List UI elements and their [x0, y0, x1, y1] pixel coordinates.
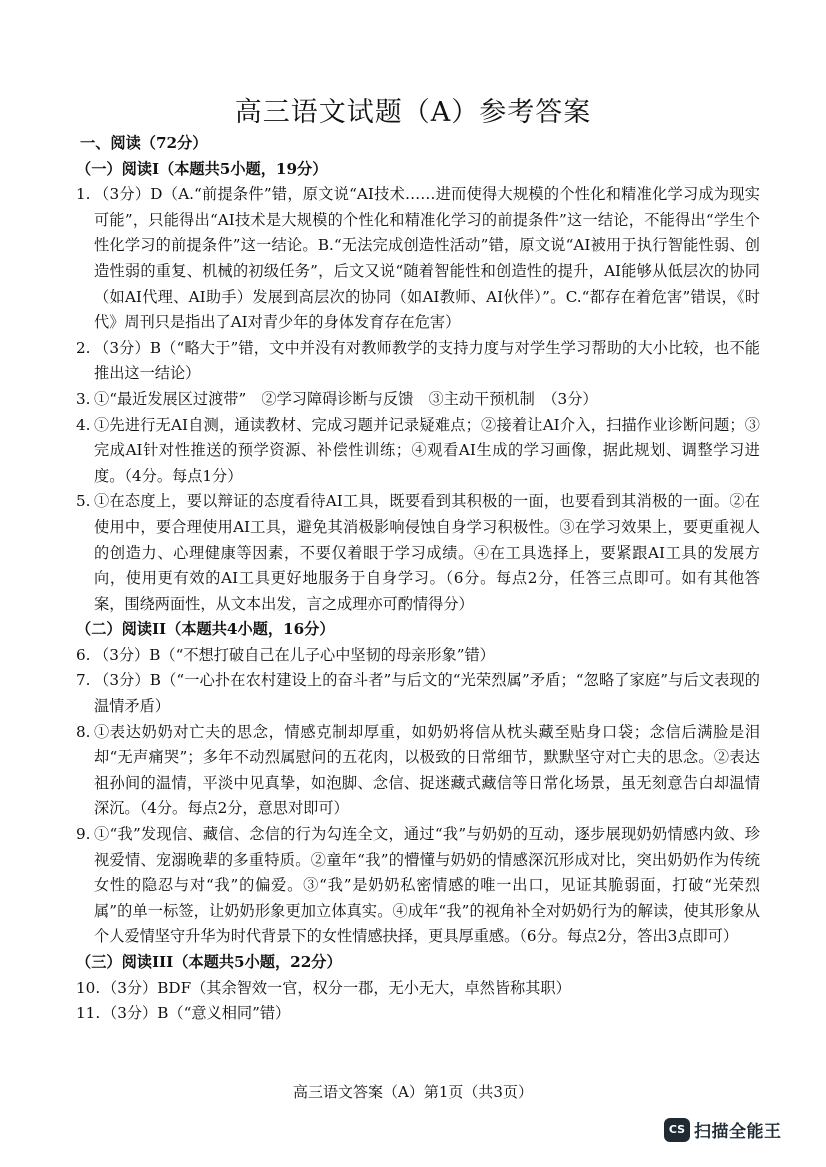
item-text: ①表达奶奶对亡夫的思念，情感克制却厚重，如奶奶将信从枕头藏至贴身口袋；念信后满脸是泪却“无声痛哭”；多年不动烈属慰问的五花肉，以极致的日常细节，默默坚守对亡夫的思念。②表达祖孙间的温情，平淡中见真挚，如泡脚、念信、捉迷藏式藏信等日常化场景，虽无刻意告白却温情深沉。（4分。每点2分，意思对即可）: [94, 722, 760, 818]
item-number: 1.: [76, 185, 91, 204]
item-number: 8.: [76, 722, 91, 741]
answer-content: [76, 131, 760, 1027]
item-number: 4.: [76, 415, 91, 434]
item-text: （3分）D（A.“前提条件”错，原文说“AI技术……进而使得大规模的个性化和精准化学习成为现实可能”，只能得出“AI技术是大规模的个性化和精准化学习的前提条件”这一结论，不能得出“学生个性化学习的前提条件”这一结论。B.“无法完成创造性活动”错，原文说“AI被用于执行智能性弱、创造性弱的重复、机械的初级任务”，后文又说“随着智能性和创造性的提升，AI能够从低层次的协同（如AI代理、AI助手）发展到高层次的协同（如AI教师、AI伙伴）”。C.“都存在着危害”错误，《时代》周刊只是指出了AI对青少年的身体发育存在危害）: [94, 185, 760, 332]
item-number: 6.: [76, 645, 91, 664]
item-text: （3分）B（“一心扑在农村建设上的奋斗者”与后文的“光荣烈属”矛盾；“忽略了家庭”与后文表现的温情矛盾）: [94, 671, 760, 716]
item-text: （3分）B（“意义相同”错）: [102, 1004, 291, 1023]
subsection-heading-3: （三）阅读III（本题共5小题，22分）: [76, 953, 342, 971]
item-text: ①“最近发展区过渡带” ②学习障碍诊断与反馈 ③主动干预机制 （3分）: [94, 389, 598, 408]
answer-item-4: [76, 413, 760, 490]
answer-item-7: [76, 668, 760, 719]
answer-item-11: [76, 1001, 760, 1027]
subsection-heading-1: （一）阅读I（本题共5小题，19分）: [76, 159, 328, 178]
scanner-logo-icon: CS: [664, 1118, 690, 1142]
item-number: 11.: [76, 1004, 101, 1023]
item-text: ①在态度上，要以辩证的态度看待AI工具，既要看到其积极的一面，也要看到其消极的一面。②在使用中，要合理使用AI工具，避免其消极影响侵蚀自身学习积极性。③在学习效果上，要更重视人的创造力、心理健康等因素，不要仅着眼于学习成绩。④在工具选择上，要紧跟AI工具的发展方向，使用更有效的AI工具更好地服务于自身学习。（6分。每点2分，任答三点即可。如有其他答案，围绕两面性，从文本出发，言之成理亦可酌情得分）: [94, 492, 760, 613]
scanner-watermark: [664, 1117, 782, 1142]
page-footer: 高三语文答案（A）第1页（共3页）: [293, 1083, 533, 1101]
item-number: 2.: [76, 338, 91, 357]
answer-item-5: [76, 489, 760, 617]
item-number: 7.: [76, 671, 91, 690]
answer-item-6: [76, 643, 760, 669]
item-number: 5.: [76, 492, 91, 511]
answer-item-9: [76, 822, 760, 950]
item-text: ①“我”发现信、藏信、念信的行为勾连全文，通过“我”与奶奶的互动，逐步展现奶奶情感内敛、珍视爱情、宠溺晚辈的多重特质。②童年“我”的懵懂与奶奶的情感深沉形成对比，突出奶奶作为传统女性的隐忍与对“我”的偏爱。③“我”是奶奶私密情感的唯一出口，见证其脆弱面，打破“光荣烈属”的单一标签，让奶奶形象更加立体真实。④成年“我”的视角补全对奶奶行为的解读，使其形象从个人爱情坚守升华为时代背景下的女性情感抉择，更具厚重感。（6分。每点2分，答出3点即可）: [94, 825, 760, 946]
page-title: 高三语文试题（A）参考答案: [234, 97, 592, 128]
section-heading: 一、阅读（72分）: [80, 134, 208, 152]
answer-item-8: [76, 720, 760, 822]
item-text: （3分）B（“略大于”错，文中并没有对教师教学的支持力度与对学生学习帮助的大小比较，也不能推出这一结论）: [94, 338, 760, 383]
item-text: ①先进行无AI自测，通读教材、完成习题并记录疑难点；②接着让AI介入，扫描作业诊断问题；③完成AI针对性推送的预学资源、补偿性训练；④观看AI生成的学习画像，据此规划、调整学习进度。（4分。每点1分）: [94, 415, 760, 485]
item-number: 3.: [76, 389, 91, 408]
scanner-logo-text: 扫描全能王: [694, 1122, 782, 1142]
answer-item-3: [76, 387, 760, 413]
item-text: （3分）B（“不想打破自己在儿子心中坚韧的母亲形象”错）: [94, 645, 495, 664]
subsection-heading-2: （二）阅读II（本题共4小题，16分）: [76, 620, 335, 639]
answer-item-2: [76, 336, 760, 387]
item-number: 9.: [76, 825, 91, 844]
answer-item-10: [76, 976, 760, 1002]
item-number: 10.: [76, 978, 101, 997]
item-text: （3分）BDF（其余智效一官，权分一郡，无小无大，卓然皆称其职）: [102, 978, 571, 997]
answer-item-1: [76, 182, 760, 336]
